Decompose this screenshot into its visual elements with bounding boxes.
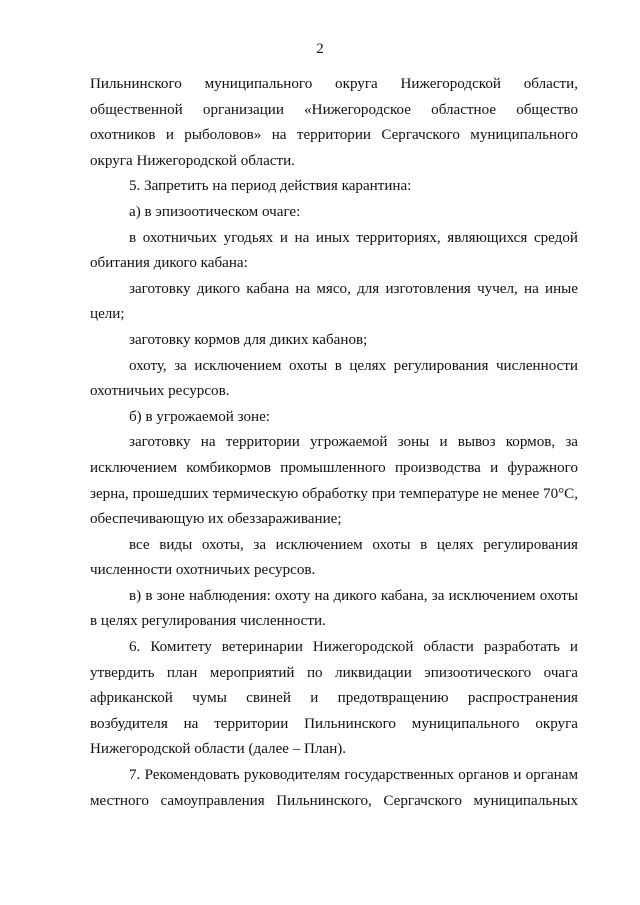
paragraph-hunting-ban: охоту, за исключением охоты в целях регулирования численности охотничьих ресурсов. [90,357,578,400]
paragraph-item-7: 7. Рекомендовать руководителям государственных органов и органам местного самоуправления Пильнинского, Сергачского муниципальных [90,767,578,809]
paragraph-feed-export: заготовку на территории угрожаемой зоны и вывоз кормов, за исключением комбикормов промышленного производства и фуражного зерна, прошедших термическую обработку при температуре не менее 70°С, обеспечивающую их обеззараживание; [90,434,578,528]
paragraph-continuation: Пильнинского муниципального округа Нижегородской области, общественной организации «Нижегородское областное общество охотников и рыболовов» на территории Сергачского муниципального округа Нижегородской области. [90,76,578,169]
paragraph-subitem-v: в) в зоне наблюдения: охоту на дикого кабана, за исключением охоты в целях регулирования численности. [90,587,578,630]
paragraph-item-5: 5. Запретить на период действия карантина: [129,178,412,195]
paragraph-hunting-grounds: в охотничьих угодьях и на иных территориях, являющихся средой обитания дикого кабана: [90,229,578,272]
document-body [90,72,578,814]
page-number: 2 [316,41,324,57]
paragraph-subitem-a: а) в эпизоотическом очаге: [129,203,301,220]
paragraph-all-hunting: все виды охоты, за исключением охоты в целях регулирования численности охотничьих ресурсов. [90,536,578,579]
paragraph-item-6: 6. Комитету ветеринарии Нижегородской области разработать и утвердить план мероприятий по ликвидации эпизоотического очага африканской чумы свиней и предотвращению распространения возбудителя на территории Пильнинского муниципального округа Нижегородской области (далее – План). [90,639,578,758]
paragraph-feed-harvest: заготовку кормов для диких кабанов; [129,331,368,348]
paragraph-boar-harvest: заготовку дикого кабана на мясо, для изготовления чучел, на иные цели; [90,280,578,323]
paragraph-subitem-b: б) в угрожаемой зоне: [129,408,271,425]
